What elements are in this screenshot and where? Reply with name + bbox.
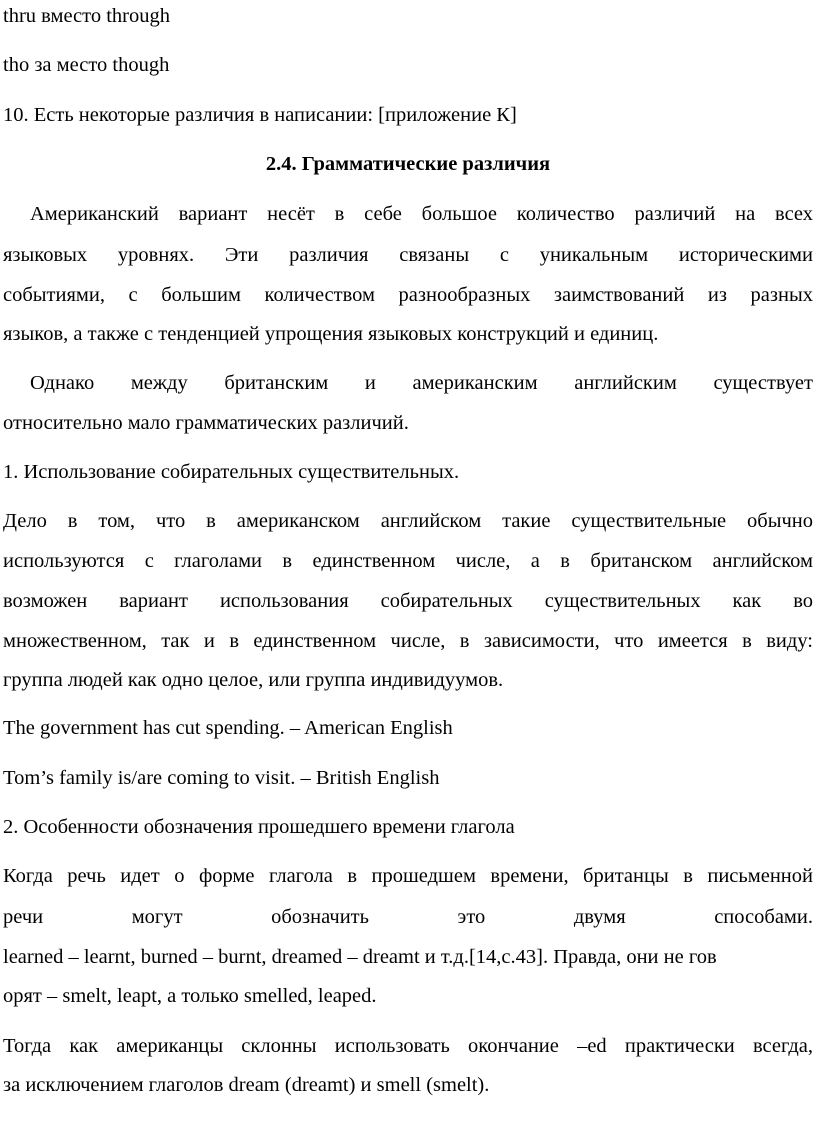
paragraph-line: Дело в том, что в американском английском такие существительные обычно bbox=[3, 510, 813, 532]
text-line-thru: thru вместо through bbox=[3, 5, 170, 27]
list-heading-past-tense: 2. Особенности обозначения прошедшего времени глагола bbox=[3, 816, 515, 838]
list-heading-collective-nouns: 1. Использование собирательных существительных. bbox=[3, 461, 460, 483]
paragraph-line: событиями, с большим количеством разнообразных заимствований из разных bbox=[3, 284, 813, 306]
paragraph-line: группа людей как одно целое, или группа индивидуумов. bbox=[3, 669, 504, 691]
paragraph-line: множественном, так и в единственном числе, в зависимости, что имеется в виду: bbox=[3, 630, 813, 652]
text-line-tho: tho за место though bbox=[3, 54, 170, 76]
paragraph-line: за исключением глаголов dream (dreamt) и smell (smelt). bbox=[3, 1074, 490, 1096]
paragraph-line: используются с глаголами в единственном числе, а в британском английском bbox=[3, 550, 813, 572]
paragraph-line: орят – smelt, leapt, а только smelled, leaped. bbox=[3, 985, 377, 1007]
paragraph-line: относительно мало грамматических различий. bbox=[3, 412, 409, 434]
paragraph-line: learned – learnt, burned – burnt, dreamed – dreamt и т.д.[14,с.43]. Правда, они не гов bbox=[3, 946, 717, 968]
paragraph-line: Тогда как американцы склонны использовать окончание –ed практически всегда, bbox=[3, 1035, 813, 1057]
paragraph-line: Однако между британским и американским английским существует bbox=[30, 372, 813, 394]
paragraph-line: Когда речь идет о форме глагола в прошедшем времени, британцы в письменной bbox=[3, 865, 813, 887]
paragraph-line: речи могут обозначить это двумя способами. bbox=[3, 906, 813, 928]
paragraph-line: возможен вариант использования собирательных существительных как во bbox=[3, 590, 813, 612]
section-heading: 2.4. Грамматические различия bbox=[265, 153, 551, 175]
example-british-english: Tom’s family is/are coming to visit. – British English bbox=[3, 767, 440, 789]
paragraph-line: языковых уровнях. Эти различия связаны с уникальным историческими bbox=[3, 244, 813, 266]
paragraph-line: Американский вариант несёт в себе большое количество различий на всех bbox=[30, 203, 813, 225]
text-line-spelling-differences: 10. Есть некоторые различия в написании: [приложение К] bbox=[3, 104, 517, 126]
example-american-english: The government has cut spending. – American English bbox=[3, 717, 453, 739]
paragraph-line: языков, а также с тенденцией упрощения языковых конструкций и единиц. bbox=[3, 323, 659, 345]
